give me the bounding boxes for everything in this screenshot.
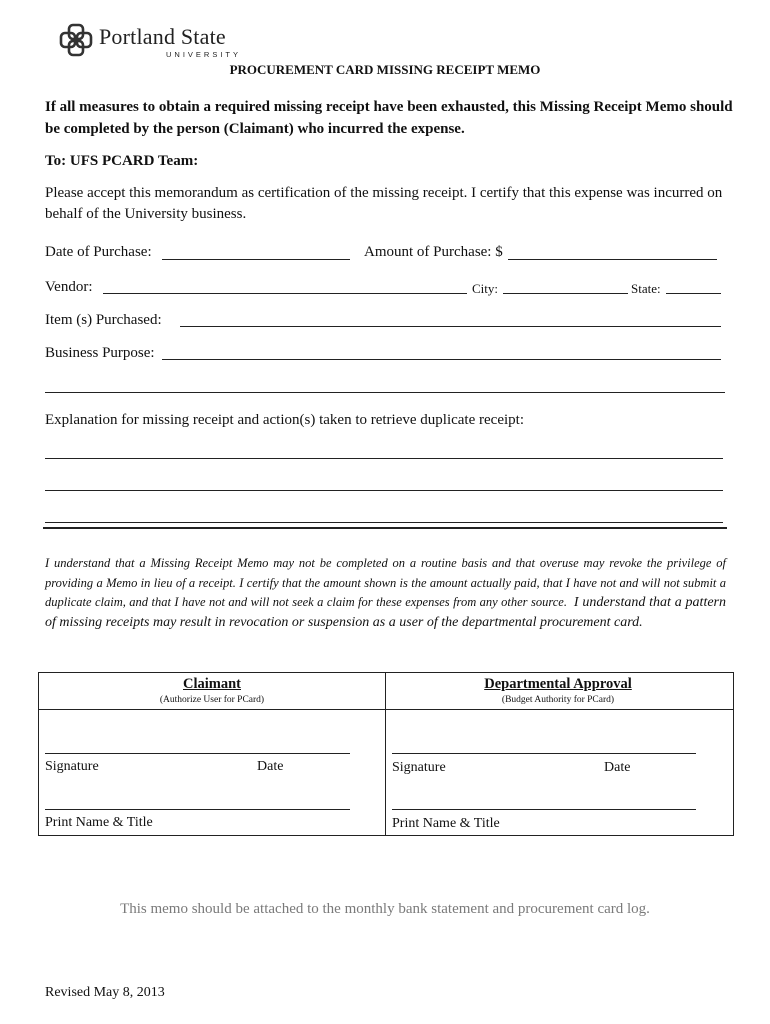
attachment-note: This memo should be attached to the monthly bank statement and procurement card log.	[120, 901, 650, 917]
explanation-line-2	[45, 490, 723, 491]
claimant-signature-line[interactable]	[45, 753, 350, 754]
state-label: State:	[631, 281, 661, 296]
org-name: Portland State	[99, 24, 226, 49]
explanation-label: Explanation for missing receipt and action(s) taken to retrieve duplicate receipt:	[45, 412, 524, 428]
disclaimer-text	[45, 554, 726, 632]
signature-table	[38, 672, 734, 836]
business-purpose-line	[162, 359, 721, 360]
approval-print-name-label: Print Name & Title	[392, 816, 500, 831]
vendor-label: Vendor:	[45, 279, 93, 295]
disclaimer-part-1: I understand that a Missing Receipt Memo may not be completed on a routine basis and that overuse may revoke the privilege of providing a Memo in lieu of a receipt. I certify that the amount shown is the amount actually paid, that I have not and will not submit a duplicate claim, and that I have not and will not seek a claim for these expenses from any other source.	[45, 556, 726, 609]
claimant-signature-label: Signature	[45, 759, 99, 774]
disclaimer-part-2: I understand that a pattern of missing receipts may result in revocation or suspension as a user of the departmental procurement card.	[45, 595, 726, 630]
memo-intro: If all measures to obtain a required missing receipt have been exhausted, this Missing Receipt Memo should be completed by the person (Claimant) who incurred the expense.	[45, 99, 733, 137]
approval-signature-label: Signature	[392, 760, 446, 775]
approval-subheading: (Budget Authority for PCard)	[501, 695, 615, 705]
claimant-print-name-label: Print Name & Title	[45, 815, 153, 830]
date-of-purchase-line	[162, 259, 350, 260]
memo-title: PROCUREMENT CARD MISSING RECEIPT MEMO	[229, 62, 541, 77]
date-of-purchase-label: Date of Purchase:	[45, 244, 152, 260]
state-line	[666, 293, 721, 294]
approval-print-name-line[interactable]	[392, 809, 696, 810]
psu-interlocking-logo-icon	[58, 22, 94, 58]
business-purpose-label: Business Purpose:	[45, 345, 155, 361]
approval-date-label: Date	[604, 760, 631, 775]
claimant-date-label: Date	[257, 759, 284, 774]
amount-of-purchase-line	[508, 259, 717, 260]
certification-text: Please accept this memorandum as certification of the missing receipt. I certify that this expense was incurred on behalf of the University business.	[45, 185, 723, 222]
approval-signature-line[interactable]	[392, 753, 696, 754]
vendor-line	[103, 293, 467, 294]
memo-recipient: To: UFS PCARD Team:	[45, 153, 199, 169]
items-purchased-line	[180, 326, 721, 327]
explanation-line-1	[45, 458, 723, 459]
claimant-heading: Claimant	[183, 676, 241, 692]
claimant-subheading: (Authorize User for PCard)	[159, 695, 265, 705]
claimant-print-name-line[interactable]	[45, 809, 350, 810]
org-subtitle: UNIVERSITY	[166, 50, 242, 59]
university-logo	[58, 22, 242, 62]
signature-table-header-line	[39, 709, 733, 710]
items-purchased-label: Item (s) Purchased:	[45, 312, 162, 328]
city-line	[503, 293, 628, 294]
explanation-field[interactable]	[45, 440, 725, 524]
explanation-line-3	[45, 522, 723, 523]
approval-heading: Departmental Approval	[484, 676, 632, 692]
section-divider	[43, 527, 727, 529]
business-purpose-line-2	[45, 392, 725, 393]
revision-date: Revised May 8, 2013	[45, 985, 165, 1000]
amount-of-purchase-label: Amount of Purchase: $	[364, 244, 503, 260]
city-label: City:	[472, 281, 499, 296]
